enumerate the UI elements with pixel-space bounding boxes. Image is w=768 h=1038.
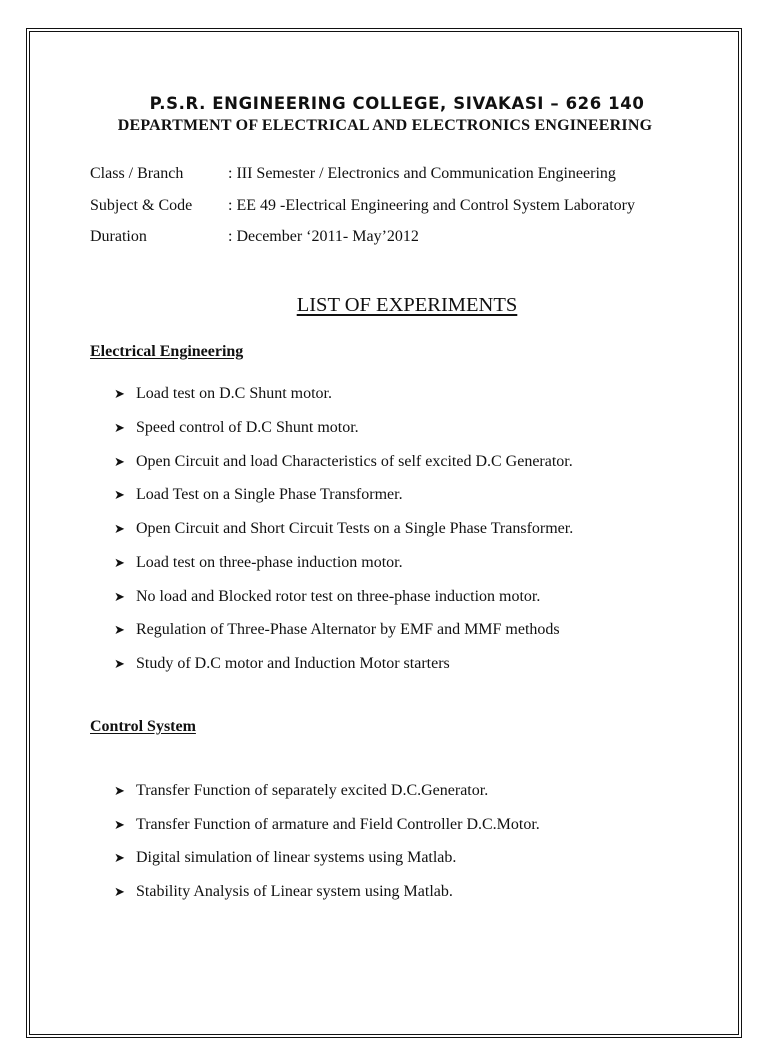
info-row-duration [90,228,419,246]
arrowhead-bullet-icon: ➤ [114,455,125,470]
department-title: DEPARTMENT OF ELECTRICAL AND ELECTRONICS ENGINEERING [117,117,653,134]
arrowhead-bullet-icon: ➤ [114,488,125,503]
list-item: ➤ Stability Analysis of Linear system using Matlab. [114,883,453,900]
arrowhead-bullet-icon: ➤ [114,522,125,537]
duration-value: : December ‘2011- May’2012 [228,228,419,245]
subject-label: Subject & Code [90,197,193,214]
list-item: ➤ Open Circuit and load Characteristics of self excited D.C Generator. [114,453,573,470]
electrical-heading: Electrical Engineering [90,343,244,360]
list-title: LIST OF EXPERIMENTS [296,294,518,316]
info-row-class [90,165,616,183]
control-heading: Control System [90,718,196,735]
arrowhead-bullet-icon: ➤ [114,818,125,833]
duration-label: Duration [90,228,147,245]
list-item: ➤ Load test on three-phase induction motor. [114,554,403,571]
arrowhead-bullet-icon: ➤ [114,851,125,866]
list-item: ➤ No load and Blocked rotor test on three-phase induction motor. [114,588,541,605]
list-item: ➤ Regulation of Three-Phase Alternator by EMF and MMF methods [114,621,560,638]
arrowhead-bullet-icon: ➤ [114,556,125,571]
list-item: ➤ Study of D.C motor and Induction Motor starters [114,655,450,672]
college-title: P.S.R. ENGINEERING COLLEGE, SIVAKASI – 626 140 [149,94,645,113]
list-item: ➤ Load Test on a Single Phase Transformer. [114,486,403,503]
list-item: ➤ Load test on D.C Shunt motor. [114,385,332,402]
subject-value: : EE 49 -Electrical Engineering and Control System Laboratory [228,197,635,214]
arrowhead-bullet-icon: ➤ [114,387,125,402]
list-item: ➤ Open Circuit and Short Circuit Tests on a Single Phase Transformer. [114,520,574,537]
list-item: ➤ Transfer Function of armature and Field Controller D.C.Motor. [114,816,540,833]
list-item: ➤ Digital simulation of linear systems using Matlab. [114,849,457,866]
arrowhead-bullet-icon: ➤ [114,590,125,605]
arrowhead-bullet-icon: ➤ [114,784,125,799]
arrowhead-bullet-icon: ➤ [114,885,125,900]
arrowhead-bullet-icon: ➤ [114,421,125,436]
arrowhead-bullet-icon: ➤ [114,623,125,638]
arrowhead-bullet-icon: ➤ [114,657,125,672]
info-row-subject [90,197,635,215]
class-value: : III Semester / Electronics and Communication Engineering [228,165,616,182]
list-item: ➤ Transfer Function of separately excited D.C.Generator. [114,782,489,799]
list-item: ➤ Speed control of D.C Shunt motor. [114,419,359,436]
class-label: Class / Branch [90,165,184,182]
